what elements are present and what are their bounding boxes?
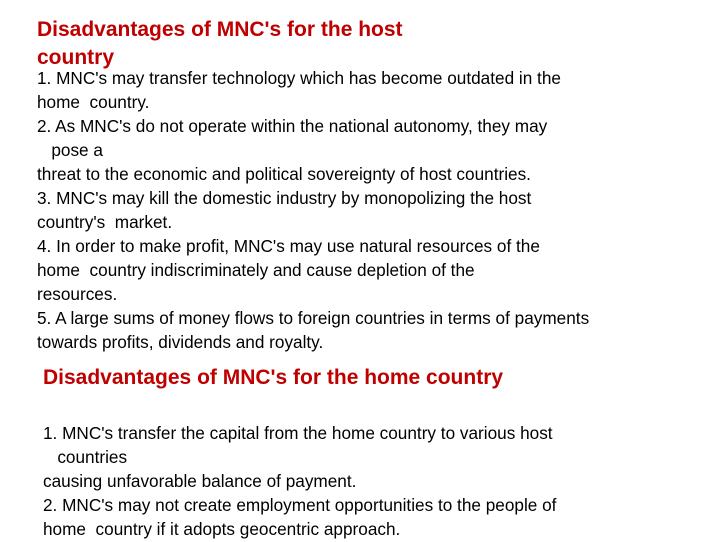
home-list-line: 1. MNC's transfer the capital from the home country to various host: [43, 423, 553, 443]
home-list-line: 2. MNC's may not create employment opportunities to the people of: [43, 495, 557, 515]
home-list-line: causing unfavorable balance of payment.: [43, 471, 357, 491]
host-list-line: home country indiscriminately and cause depletion of the: [37, 260, 475, 280]
home-list-line: home country if it adopts geocentric approach.: [43, 519, 401, 539]
host-list-line: 5. A large sums of money flows to foreign countries in terms of payments: [37, 308, 590, 328]
home-list-line: countries: [43, 447, 128, 467]
host-list-line: towards profits, dividends and royalty.: [37, 332, 324, 352]
host-list-line: 4. In order to make profit, MNC's may use natural resources of the: [37, 236, 540, 256]
host-list-line: 1. MNC's may transfer technology which has become outdated in the: [37, 68, 561, 88]
host-list-line: resources.: [37, 284, 118, 304]
host-list-line: pose a: [37, 140, 103, 160]
host-list-line: home country.: [37, 92, 150, 112]
host-country-heading: Disadvantages of MNC's for the host country: [37, 18, 403, 69]
home-country-heading: Disadvantages of MNC's for the home country: [43, 366, 504, 389]
host-list-line: country's market.: [37, 212, 173, 232]
host-list-line: threat to the economic and political sovereignty of host countries.: [37, 164, 531, 184]
host-list-line: 2. As MNC's do not operate within the national autonomy, they may: [37, 116, 548, 136]
host-list-line: 3. MNC's may kill the domestic industry by monopolizing the host: [37, 188, 532, 208]
